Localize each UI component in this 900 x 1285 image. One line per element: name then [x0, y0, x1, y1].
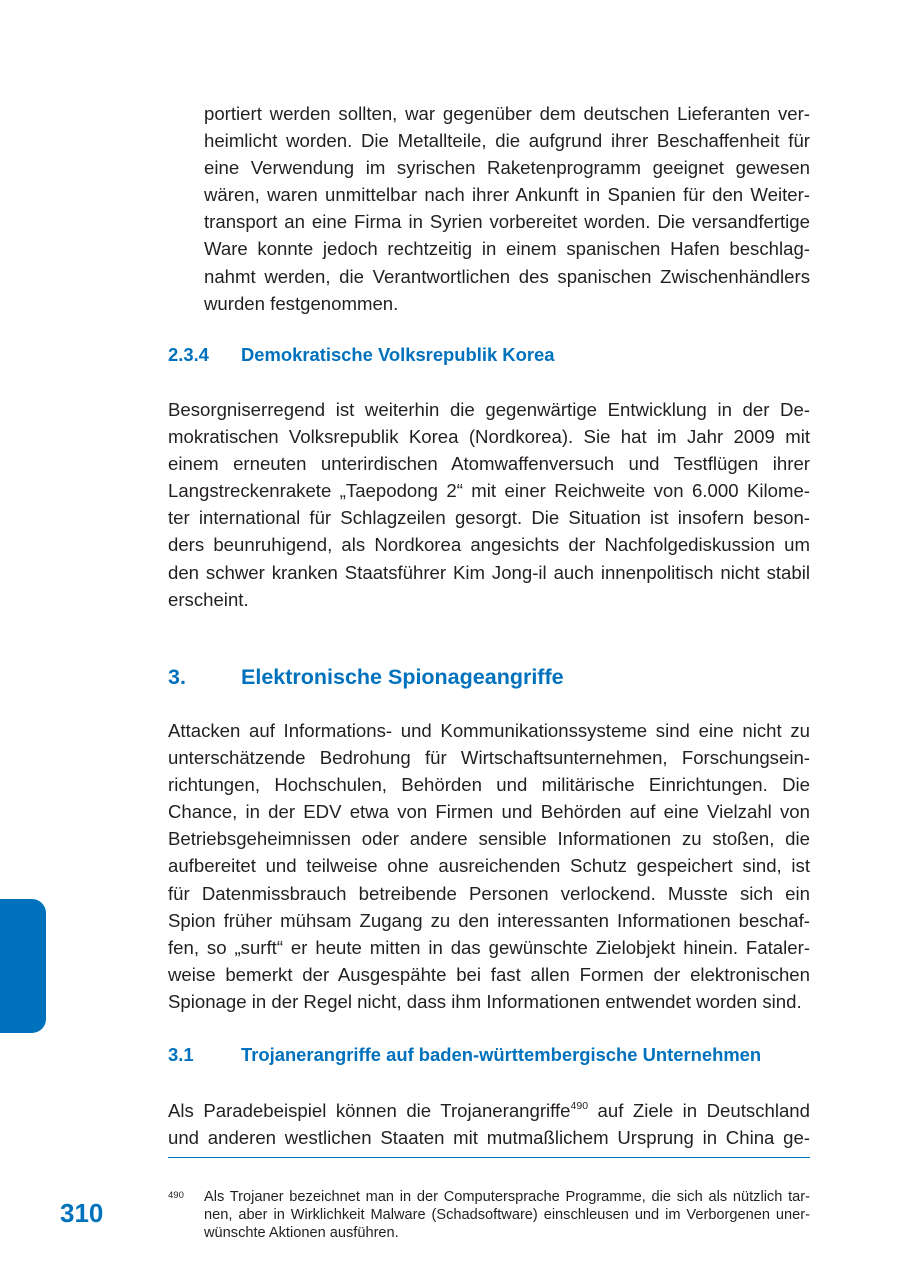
text-line: unterschätzende Bedrohung für Wirtschaftsunternehmen, Forschungsein-	[168, 747, 810, 769]
footnote-reference: 490	[570, 1100, 589, 1112]
text-line: Betriebsgeheimnissen oder andere sensible Informationen zu stoßen, die	[168, 828, 810, 850]
footnote-rule	[168, 1157, 810, 1158]
text-line: Ware konnte jedoch rechtzeitig in einem spanischen Hafen beschlag-	[204, 238, 810, 260]
text-segment: auf Ziele in Deutschland	[588, 1100, 810, 1121]
text-line: transport an eine Firma in Syrien vorbereitet worden. Die versandfertige	[204, 211, 810, 233]
chapter-side-tab	[0, 899, 46, 1033]
text-line: wünschte Aktionen ausführen.	[204, 1225, 399, 1242]
section-number: 2.3.4	[168, 344, 209, 365]
text-line: richtungen, Hochschulen, Behörden und militärische Einrichtungen. Die	[168, 774, 810, 796]
text-line: den schwer kranken Staatsführer Kim Jong-il auch innenpolitisch nicht stabil	[168, 561, 810, 583]
chapter-number: 3.	[168, 665, 186, 689]
text-line: Spion früher mühsam Zugang zu den interessanten Informationen beschaf-	[168, 909, 810, 931]
chapter-title: Elektronische Spionageangriffe	[241, 665, 564, 689]
text-line: aufbereitet und teilweise ohne ausreichenden Schutz gespeichert sind, ist	[168, 855, 810, 877]
text-line: portiert werden sollten, war gegenüber dem deutschen Lieferanten ver-	[204, 103, 810, 124]
trojan-paragraph	[168, 1097, 810, 1151]
page-number: 310	[60, 1198, 104, 1228]
korea-paragraph	[168, 396, 810, 613]
text-line: weise bemerkt der Ausgespähte bei fast allen Formen der elektronischen	[168, 963, 810, 985]
chapter-heading-3	[168, 663, 810, 691]
footnote-number: 490	[168, 1190, 184, 1201]
text-line: Chance, in der EDV etwa von Firmen und Behörden auf eine Vielzahl von	[168, 801, 810, 823]
text-line: nahmt werden, die Verantwortlichen des spanischen Zwischenhändlers	[204, 265, 810, 287]
section-heading-3-1	[168, 1043, 810, 1067]
text-line: Als Trojaner bezeichnet man in der Computersprache Programme, die sich als nützlich tar-	[204, 1189, 810, 1205]
intro-paragraph	[204, 100, 810, 317]
text-line: ders beunruhigend, als Nordkorea angesichts der Nachfolgediskussion um	[168, 534, 810, 556]
text-line: Langstreckenrakete „Taepodong 2“ mit einer Reichweite von 6.000 Kilome-	[168, 480, 810, 502]
text-line	[168, 1097, 810, 1124]
text-line: eine Verwendung im syrischen Raketenprogramm geeignet gewesen	[204, 157, 810, 179]
text-segment: Als Paradebeispiel können die Trojanerangriffe	[168, 1100, 571, 1121]
text-line: wurden festgenommen.	[204, 292, 399, 314]
text-line: fen, so „surft“ er heute mitten in das gewünschte Zielobjekt hinein. Fataler-	[168, 936, 810, 958]
text-line: ter international für Schlagzeilen gesorgt. Die Situation ist insofern beson-	[168, 507, 810, 529]
text-line: wären, waren unmittelbar nach ihrer Ankunft in Spanien für den Weiter-	[204, 184, 810, 206]
text-line: Attacken auf Informations- und Kommunikationssysteme sind eine nicht zu	[168, 720, 810, 741]
text-line: Besorgniserregend ist weiterhin die gegenwärtige Entwicklung in der De-	[168, 399, 810, 420]
section-title: Demokratische Volksrepublik Korea	[241, 344, 555, 365]
text-line: Spionage in der Regel nicht, dass ihm Informationen entwendet worden sind.	[168, 990, 802, 1012]
text-line: erscheint.	[168, 588, 249, 610]
text-line: heimlicht worden. Die Metallteile, die aufgrund ihrer Beschaffenheit für	[204, 130, 810, 152]
espionage-paragraph	[168, 717, 810, 1015]
section-number: 3.1	[168, 1044, 194, 1065]
text-line: für Datenmissbrauch betreibende Personen verlockend. Musste sich ein	[168, 882, 810, 904]
text-line: mokratischen Volksrepublik Korea (Nordkorea). Sie hat im Jahr 2009 mit	[168, 426, 810, 448]
section-heading-2-3-4	[168, 343, 810, 367]
footnote-text	[204, 1188, 810, 1243]
section-title: Trojanerangriffe auf baden-württembergische Unternehmen	[241, 1044, 762, 1065]
text-line: einem erneuten unterirdischen Atomwaffenversuch und Testflügen ihrer	[168, 453, 810, 475]
text-line: und anderen westlichen Staaten mit mutmaßlichem Ursprung in China ge-	[168, 1127, 810, 1149]
text-line: nen, aber in Wirklichkeit Malware (Schadsoftware) einschleusen und im Verborgenen uner-	[204, 1207, 810, 1224]
